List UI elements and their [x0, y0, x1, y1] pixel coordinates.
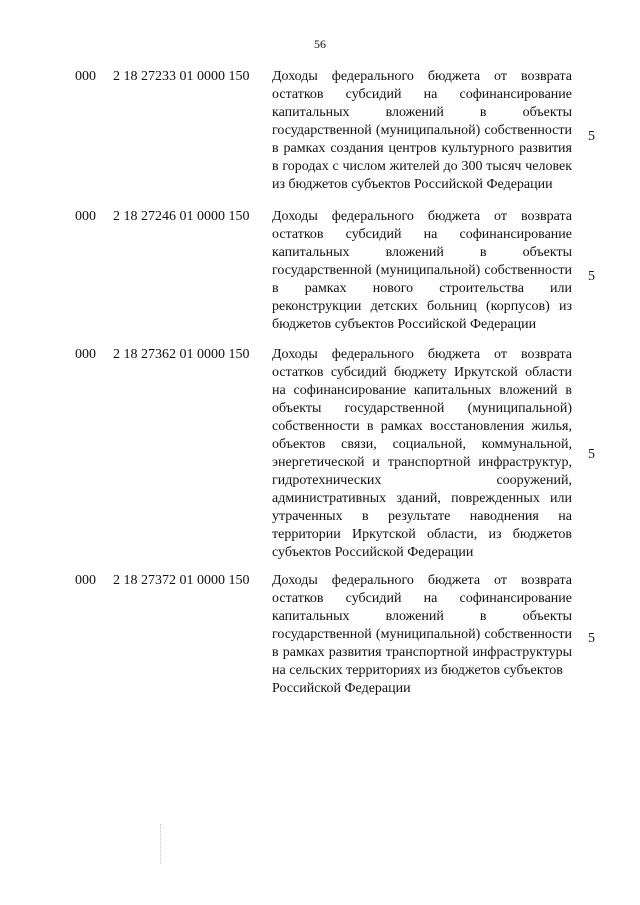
- income-description: Доходы федерального бюджета от возврата остатков субсидий бюджету Иркутской области на софинансирование капитальных вложений в объекты государственной (муниципальной) собственности в рамках восстановления жилья, объектов связи, социальной, коммунальной, энергетической и транспортной инфраструктур, гидротехнических сооружений, административных зданий, поврежденных или утраченных в результате наводнения на территории Иркутской области, из бюджетов субъектов Российской Федерации: [272, 347, 572, 560]
- income-description: Доходы федерального бюджета от возврата остатков субсидий на софинансирование капитальных вложений в объекты государственной (муниципальной) собственности в рамках создания центров культурного развития в городах с числом жителей до 300 тысяч человек из бюджетов субъектов Российской Федерации: [272, 69, 572, 192]
- income-description: Доходы федерального бюджета от возврата остатков субсидий на софинансирование капитальных вложений в объекты государственной (муниципальной) собственности в рамках нового строительства или реконструкции детских больниц (корпусов) из бюджетов субъектов Российской Федерации: [272, 209, 572, 332]
- budget-classification-code: 2 18 27372 01 0000 150: [113, 573, 250, 588]
- admin-code: 000: [75, 209, 96, 224]
- admin-code: 000: [75, 573, 96, 588]
- norm-value: 5: [588, 631, 595, 646]
- admin-code: 000: [75, 347, 96, 362]
- norm-value: 5: [588, 269, 595, 284]
- page-number: 56: [314, 37, 326, 51]
- norm-value: 5: [588, 447, 595, 462]
- budget-classification-code: 2 18 27362 01 0000 150: [113, 347, 250, 362]
- scan-specks: [160, 824, 163, 864]
- income-description: Доходы федерального бюджета от возврата остатков субсидий на софинансирование капитальных вложений в объекты государственной (муниципальной) собственности в рамках развития транспортной инфраструктуры на сельских территориях из бюджетов субъектов Российской Федерации: [272, 573, 572, 696]
- norm-value: 5: [588, 129, 595, 144]
- budget-classification-code: 2 18 27233 01 0000 150: [113, 69, 250, 84]
- budget-classification-code: 2 18 27246 01 0000 150: [113, 209, 250, 224]
- admin-code: 000: [75, 69, 96, 84]
